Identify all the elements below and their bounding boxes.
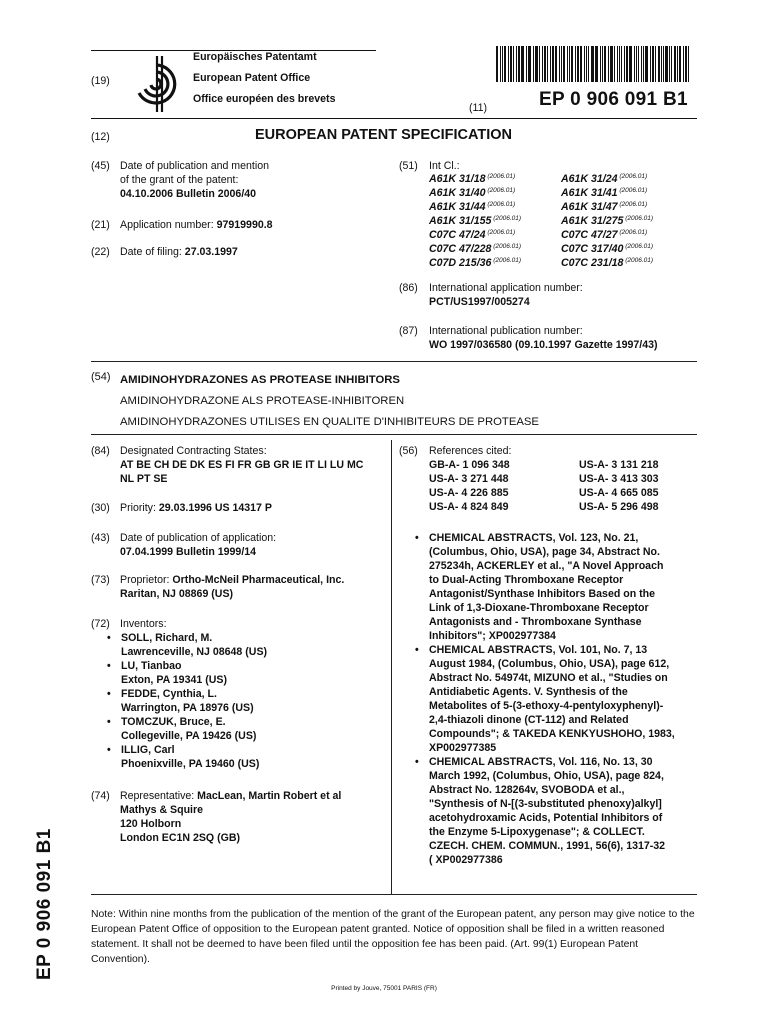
barcode-bar (636, 46, 637, 82)
barcode-bar (641, 46, 642, 82)
office-name-en: European Patent Office (193, 72, 311, 84)
ipc-code (561, 242, 681, 256)
citation-line: • CHEMICAL ABSTRACTS, Vol. 123, No. 21, (429, 532, 639, 544)
intl-application-value: PCT/US1997/005274 (429, 296, 530, 308)
citation-line: Antagonist/Synthase Inhibitors Based on the (429, 588, 656, 600)
code-72: (72) (91, 618, 110, 630)
barcode-bar (604, 46, 606, 82)
citation-line: (Columbus, Ohio, USA), page 34, Abstract No. (429, 546, 660, 558)
designated-states-label: Designated Contracting States: (120, 445, 267, 457)
inventors-label: Inventors: (120, 618, 167, 630)
filing-date-label: Date of filing: (120, 246, 182, 258)
ipc-code-value: C07D 215/36 (429, 257, 492, 269)
citation-line: the Enzyme 5-Lipoxygenase"; & COLLECT. (429, 826, 645, 838)
barcode-bar (663, 46, 664, 82)
filing-date (120, 245, 238, 259)
ipc-code (429, 186, 561, 200)
application-publication-value: 07.04.1999 Bulletin 1999/14 (120, 546, 257, 558)
document-type: EUROPEAN PATENT SPECIFICATION (255, 127, 512, 143)
patent-reference: US-A- 4 665 085 (579, 487, 659, 499)
barcode-bar (567, 46, 568, 82)
citation-line: 275234h, ACKERLEY et al., "A Novel Approach (429, 560, 664, 572)
ipc-code-value: C07C 317/40 (561, 243, 624, 255)
inventor-name: • FEDDE, Cynthia, L. (121, 688, 217, 700)
barcode-bar (571, 46, 574, 82)
application-publication-label: Date of publication of application: (120, 532, 277, 544)
int-cl-label: Int Cl.: (429, 160, 460, 172)
ipc-code-value: A61K 31/47 (561, 201, 618, 213)
ipc-code-version: (2006.01) (617, 201, 648, 208)
barcode-bar (510, 46, 512, 82)
ipc-code-version: (2006.01) (485, 229, 516, 236)
code-22: (22) (91, 246, 110, 258)
barcode-bar (561, 46, 562, 82)
citation-line: Compounds"; & TAKEDA KENKYUSHOHO, 1983, (429, 728, 675, 740)
code-43: (43) (91, 532, 110, 544)
barcode-bar (563, 46, 565, 82)
publication-number: EP 0 906 091 B1 (539, 89, 688, 110)
proprietor-address: Raritan, NJ 08869 (US) (120, 588, 234, 600)
barcode-bar (547, 46, 548, 82)
patent-reference: US-A- 4 226 885 (429, 487, 509, 499)
barcode-bar (685, 46, 688, 82)
barcode-bar (502, 46, 503, 82)
barcode-bar (508, 46, 509, 82)
office-name-de: Europäisches Patentamt (193, 51, 317, 63)
code-56: (56) (399, 445, 418, 457)
barcode-bar (539, 46, 540, 82)
inventor-address: Collegeville, PA 19426 (US) (121, 730, 257, 742)
citation-line: Link of 1,3-Dioxane-Thromboxane Receptor (429, 602, 649, 614)
inventor-item (107, 743, 385, 771)
barcode-bar (575, 46, 576, 82)
barcode-bar (665, 46, 668, 82)
inventor-item (107, 715, 385, 743)
application-number-value: 97919990.8 (216, 219, 273, 231)
barcode-bar (629, 46, 632, 82)
barcode-bar (619, 46, 621, 82)
ipc-code-value: A61K 31/155 (429, 215, 492, 227)
inventor-address: Phoenixville, PA 19460 (US) (121, 758, 260, 770)
code-54: (54) (91, 371, 111, 383)
ipc-code-value: A61K 31/44 (429, 201, 486, 213)
patent-reference: US-A- 3 413 303 (579, 473, 659, 485)
barcode-bar (542, 46, 543, 82)
application-number (120, 218, 273, 232)
citation-line: Antagonists and - Thromboxane Synthase (429, 616, 642, 628)
inventor-name: • LU, Tianbao (121, 660, 182, 672)
barcode-bar (669, 46, 670, 82)
patent-references (429, 458, 699, 514)
barcode-bar (617, 46, 618, 82)
citation-line: Antidiabetic Agents. V. Synthesis of the (429, 686, 628, 698)
representative-name: MacLean, Martin Robert et al (197, 790, 342, 802)
citation-line: CZECH. CHEM. COMMUN., 1991, 56(6), 1317-32 (429, 840, 666, 852)
grant-date-label-1: Date of publication and mention (120, 160, 270, 172)
side-publication-number: EP 0 906 091 B1 (34, 828, 55, 980)
barcode-bar (600, 46, 601, 82)
citation-line: "Synthesis of N-[(3-substituted phenoxy)alkyl] (429, 798, 662, 810)
ipc-code-version: (2006.01) (485, 201, 516, 208)
patent-reference: GB-A- 1 096 348 (429, 459, 510, 471)
barcode-bar (588, 46, 589, 82)
barcode-bar (683, 46, 684, 82)
barcode-bar (679, 46, 681, 82)
ipc-code (429, 172, 561, 186)
inventor-item (107, 631, 385, 659)
ipc-code-version: (2006.01) (491, 215, 522, 222)
rule-above-note (91, 894, 697, 895)
barcode-bar (559, 46, 560, 82)
representative-line-2: Mathys & Squire (120, 804, 204, 816)
ipc-code (429, 214, 561, 228)
ipc-code-value: C07C 47/228 (429, 243, 492, 255)
citation-line: to Dual-Acting Thromboxane Receptor (429, 574, 624, 586)
barcode-icon (496, 46, 691, 82)
citation-line: 2,4-thiazoli dinone (CT-112) and Related (429, 714, 629, 726)
barcode-bar (500, 46, 501, 82)
barcode-bar (624, 46, 625, 82)
filing-date-value: 27.03.1997 (184, 246, 238, 258)
epo-logo-icon (127, 55, 185, 113)
barcode-bar (516, 46, 517, 82)
inventor-address: Lawrenceville, NJ 08648 (US) (121, 646, 268, 658)
barcode-bar (591, 46, 594, 82)
citation-line: • CHEMICAL ABSTRACTS, Vol. 101, No. 7, 13 (429, 644, 648, 656)
inventors-list (107, 631, 385, 771)
code-12: (12) (91, 131, 110, 143)
intl-publication-label: International publication number: (429, 325, 583, 337)
patent-reference: US-A- 5 296 498 (579, 501, 659, 513)
ipc-code-value: C07C 47/27 (561, 229, 618, 241)
proprietor-label: Proprietor: (120, 574, 170, 586)
patent-reference: US-A- 3 271 448 (429, 473, 509, 485)
references-label: References cited: (429, 445, 512, 457)
inventor-name: • ILLIG, Carl (121, 744, 175, 756)
citation-line: March 1992, (Columbus, Ohio, USA), page 824, (429, 770, 664, 782)
intl-publication-value: WO 1997/036580 (09.10.1997 Gazette 1997/43) (429, 339, 658, 351)
priority (120, 501, 272, 515)
code-30: (30) (91, 502, 110, 514)
ipc-code-version: (2006.01) (491, 257, 522, 264)
ipc-code-version: (2006.01) (623, 215, 654, 222)
ipc-code (561, 200, 681, 214)
ipc-code (429, 200, 561, 214)
citation-item (415, 531, 704, 643)
barcode-bar (496, 46, 498, 82)
ipc-code-version: (2006.01) (485, 173, 516, 180)
designated-states-line-1: AT BE CH DE DK ES FI FR GB GR IE IT LI LU MC (120, 459, 364, 471)
barcode-bar (596, 46, 598, 82)
citation-line: Metabolites of 5-(3-ethoxy-4-pentyloxyphenyl)- (429, 700, 664, 712)
citation-line: acetohydroxamic Acids, Potential Inhibitors of (429, 812, 663, 824)
citation-item (415, 643, 704, 755)
ipc-code-value: A61K 31/18 (429, 173, 486, 185)
title-german: AMIDINOHYDRAZONE ALS PROTEASE-INHIBITOREN (120, 395, 405, 407)
barcode-bar (688, 46, 689, 82)
ipc-code-version: (2006.01) (623, 257, 654, 264)
title-english: AMIDINOHYDRAZONES AS PROTEASE INHIBITORS (120, 374, 400, 386)
barcode-bar (655, 46, 656, 82)
barcode-bar (544, 46, 546, 82)
code-45: (45) (91, 160, 110, 172)
code-11: (11) (469, 102, 488, 114)
barcode-bar (658, 46, 660, 82)
barcode-bar (638, 46, 640, 82)
representative-label: Representative: (120, 790, 195, 802)
priority-value: 29.03.1996 US 14317 P (158, 502, 272, 514)
ipc-code-value: C07C 47/24 (429, 229, 486, 241)
ipc-code (429, 256, 561, 270)
ipc-code-value: C07C 231/18 (561, 257, 624, 269)
priority-label: Priority: (120, 502, 156, 514)
ipc-code-value: A61K 31/24 (561, 173, 618, 185)
barcode-bar (555, 46, 557, 82)
barcode-bar (621, 46, 622, 82)
ipc-code (561, 256, 681, 270)
proprietor (120, 573, 344, 587)
citation-line: • CHEMICAL ABSTRACTS, Vol. 116, No. 13, 30 (429, 756, 653, 768)
barcode-bar (535, 46, 538, 82)
representative (120, 789, 341, 803)
office-name-fr: Office européen des brevets (193, 93, 336, 105)
code-84: (84) (91, 445, 110, 457)
barcode-bar (634, 46, 635, 82)
barcode-bar (645, 46, 648, 82)
patent-reference: US-A- 3 131 218 (579, 459, 659, 471)
barcode-bar (518, 46, 520, 82)
ipc-code-value: A61K 31/40 (429, 187, 486, 199)
ipc-classification-list (429, 172, 681, 270)
barcode-bar (661, 46, 662, 82)
barcode-bar (608, 46, 609, 82)
barcode-bar (650, 46, 651, 82)
barcode-bar (580, 46, 582, 82)
ipc-code-value: A61K 31/41 (561, 187, 618, 199)
ipc-code-version: (2006.01) (617, 173, 648, 180)
ipc-code (561, 214, 681, 228)
citation-line: Inhibitors"; XP002977384 (429, 630, 556, 642)
code-51: (51) (399, 160, 418, 172)
citation-line: ( XP002977386 (429, 854, 503, 866)
barcode-bar (528, 46, 529, 82)
barcode-bar (602, 46, 603, 82)
barcode-bar (652, 46, 654, 82)
barcode-bar (504, 46, 507, 82)
barcode-bar (626, 46, 628, 82)
intl-application-label: International application number: (429, 282, 583, 294)
ipc-code-version: (2006.01) (617, 187, 648, 194)
barcode-bar (586, 46, 587, 82)
ipc-code-version: (2006.01) (617, 229, 648, 236)
barcode-bar (577, 46, 579, 82)
barcode-bar (584, 46, 585, 82)
ipc-code-version: (2006.01) (485, 187, 516, 194)
barcode-bar (674, 46, 676, 82)
barcode-bar (526, 46, 527, 82)
barcode-bar (671, 46, 672, 82)
barcode-bar (552, 46, 555, 82)
designated-states-line-2: NL PT SE (120, 473, 168, 485)
barcode-bar (595, 46, 596, 82)
inventor-address: Exton, PA 19341 (US) (121, 674, 227, 686)
barcode-bar (677, 46, 678, 82)
barcode-bar (614, 46, 615, 82)
inventor-item (107, 659, 385, 687)
code-74: (74) (91, 790, 110, 802)
citation-line: XP002977385 (429, 742, 497, 754)
ipc-code (429, 242, 561, 256)
barcode-bar (643, 46, 644, 82)
barcode-bar (513, 46, 514, 82)
title-french: AMIDINOHYDRAZONES UTILISES EN QUALITE D'INHIBITEURS DE PROTEASE (120, 416, 539, 428)
barcode-bar (533, 46, 534, 82)
barcode-bar (521, 46, 524, 82)
ipc-code (561, 186, 681, 200)
citation-line: August 1984, (Columbus, Ohio, USA), page 612, (429, 658, 670, 670)
grant-date-label-2: of the grant of the patent: (120, 174, 239, 186)
patent-reference: US-A- 4 824 849 (429, 501, 509, 513)
opposition-note: Note: Within nine months from the publication of the mention of the grant of the European patent, any person may give notice to the European Patent Office of opposition to the European patent granted. Notice of opposition shall be filed in a written reasoned statement. It shall not be deemed to have been filed until the opposition fee has been paid. (Art. 99(1) European Patent Convention). (91, 909, 695, 965)
rule-below-title (91, 434, 697, 435)
printer-footer: Printed by Jouve, 75001 PARIS (FR) (331, 985, 437, 992)
code-87: (87) (399, 325, 418, 337)
grant-date-value: 04.10.2006 Bulletin 2006/40 (120, 188, 257, 200)
inventor-name: • TOMCZUK, Bruce, E. (121, 716, 226, 728)
ipc-code-version: (2006.01) (491, 243, 522, 250)
inventor-item (107, 687, 385, 715)
barcode-bar (550, 46, 551, 82)
ipc-code (561, 172, 681, 186)
code-73: (73) (91, 574, 110, 586)
barcode-bar (610, 46, 613, 82)
code-19: (19) (91, 75, 110, 87)
citation-line: Abstract No. 128264v, SVOBODA et al., (429, 784, 625, 796)
header-rule-bottom (91, 118, 697, 119)
ipc-code-value: A61K 31/275 (561, 215, 624, 227)
code-86: (86) (399, 282, 418, 294)
representative-line-4: London EC1N 2SQ (GB) (120, 832, 241, 844)
inventor-address: Warrington, PA 18976 (US) (121, 702, 254, 714)
ipc-code-version: (2006.01) (623, 243, 654, 250)
ipc-code (561, 228, 681, 242)
application-number-label: Application number: (120, 219, 214, 231)
citations-list (415, 531, 704, 867)
rule-above-title (91, 361, 697, 362)
proprietor-name: Ortho-McNeil Pharmaceutical, Inc. (172, 574, 345, 586)
column-divider (391, 440, 392, 894)
barcode-bar (529, 46, 531, 82)
citation-line: Abstract No. 54974t, MIZUNO et al., "Studies on (429, 672, 668, 684)
barcode-bar (569, 46, 570, 82)
code-21: (21) (91, 219, 110, 231)
inventor-name: • SOLL, Richard, M. (121, 632, 213, 644)
citation-item (415, 755, 704, 867)
ipc-code (429, 228, 561, 242)
representative-line-3: 120 Holborn (120, 818, 182, 830)
